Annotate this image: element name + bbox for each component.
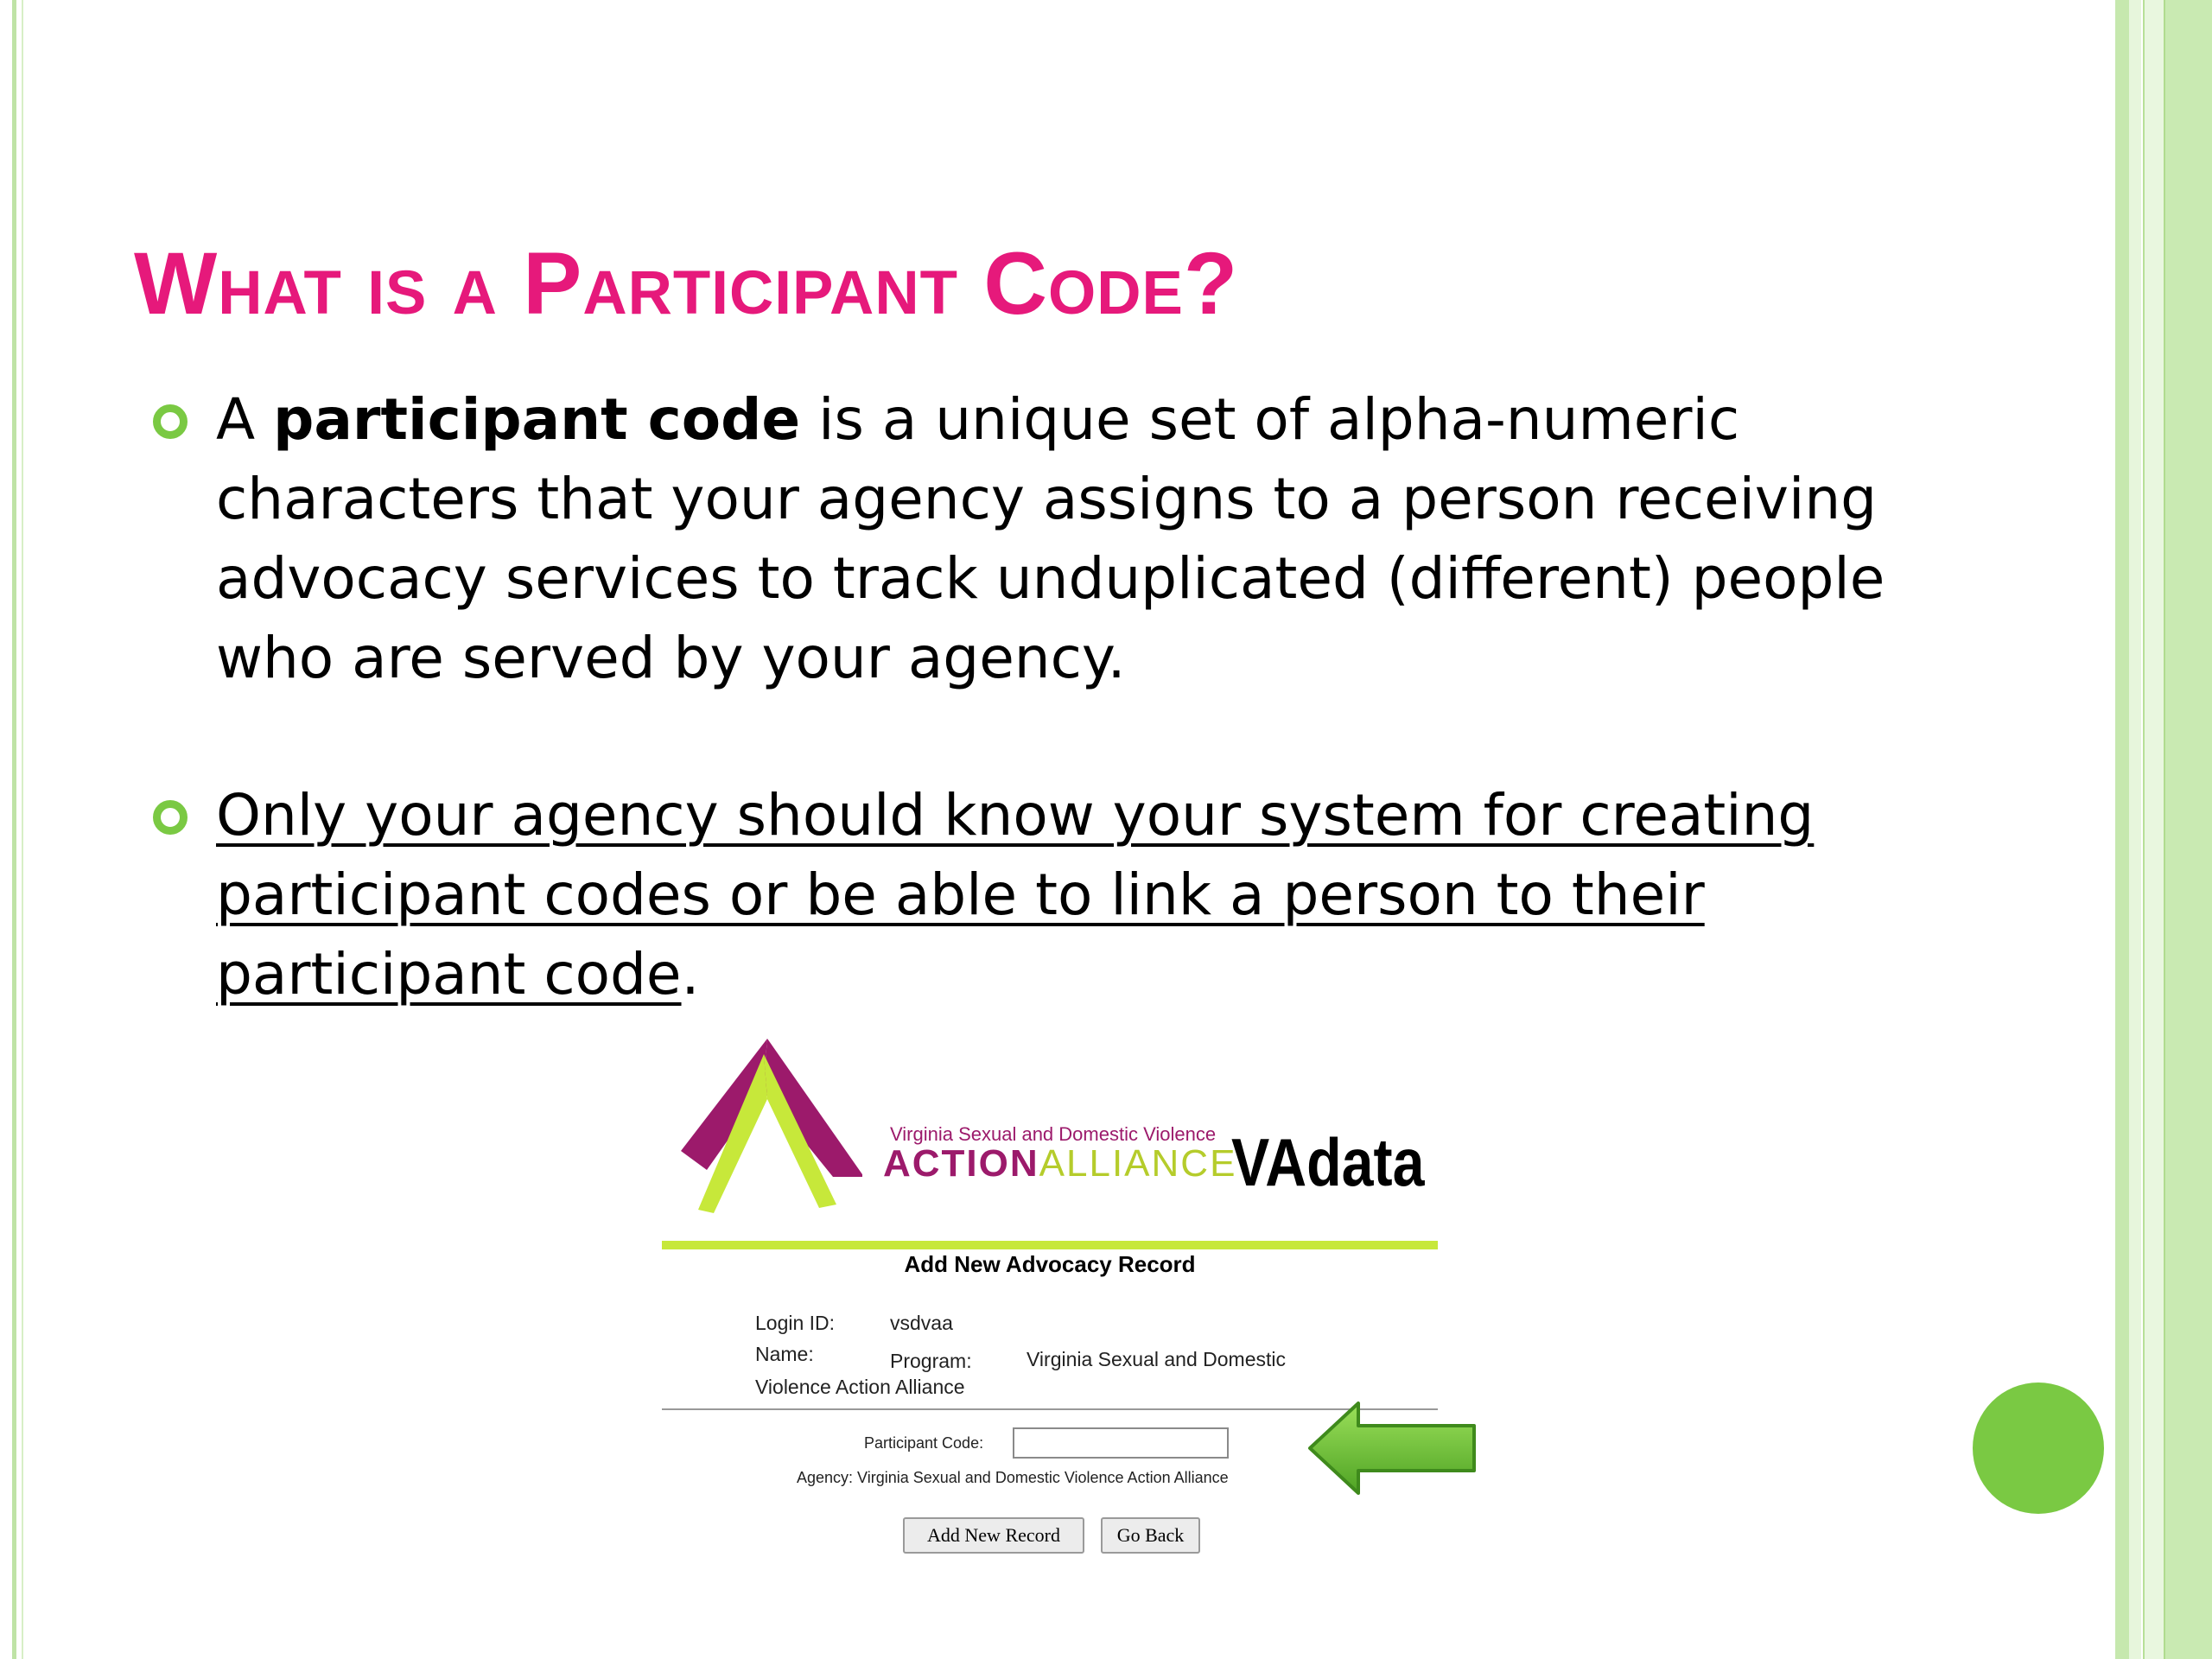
frame-line-right: [2145, 0, 2164, 1659]
vadata-screenshot: [657, 1037, 1486, 1573]
program-label: Program:: [890, 1350, 972, 1372]
program-value: Virginia Sexual and Domestic: [1027, 1348, 1287, 1370]
green-circle-decoration: [1973, 1382, 2104, 1514]
org-name-large: [883, 1142, 1236, 1185]
org-name-small: Virginia Sexual and Domestic Violence: [890, 1123, 1217, 1145]
participant-code-label: Participant Code:: [864, 1434, 984, 1452]
frame-line-right: [2165, 0, 2212, 1659]
go-back-button[interactable]: Go Back: [1101, 1517, 1200, 1554]
left-arrow-icon: [1306, 1398, 1479, 1498]
action-alliance-logo-icon: [681, 1037, 862, 1218]
bullet-privacy-period: .: [681, 941, 700, 1007]
product-name: VAdata: [1231, 1124, 1425, 1200]
ring-bullet-icon: [153, 800, 188, 835]
name-label: Name:: [755, 1343, 814, 1365]
bullet-definition-post: is a unique set of alpha-numeric characters that your agency assigns to a person receiving advocacy services to track unduplicated (different) people who are served by your agency.: [216, 386, 1885, 691]
ring-bullet-icon: [153, 404, 188, 439]
org-alliance-word: ALLIANCE: [1039, 1142, 1237, 1185]
form-title: Add New Advocacy Record: [904, 1251, 1196, 1277]
bullet-privacy: [216, 776, 1961, 1014]
participant-code-input[interactable]: [1013, 1427, 1229, 1459]
frame-line-right: [2115, 0, 2129, 1659]
bullet-definition-term: participant code: [273, 386, 801, 453]
login-label: Login ID:: [755, 1312, 836, 1334]
slide-title: What is a Participant Code?: [134, 234, 1239, 333]
add-new-record-button[interactable]: Add New Record: [903, 1517, 1084, 1554]
agency-text: Agency: Virginia Sexual and Domestic Violence Action Alliance: [797, 1469, 1229, 1486]
program-value-continued: Violence Action Alliance: [755, 1376, 965, 1398]
header-divider: [662, 1241, 1438, 1249]
frame-line-left: [12, 0, 16, 1659]
bullet-definition: [216, 380, 1961, 698]
frame-line-left-thin: [22, 0, 23, 1659]
bullet-definition-pre: A: [216, 386, 274, 453]
org-action-word: ACTION: [883, 1142, 1039, 1185]
frame-line-right: [2129, 0, 2141, 1659]
login-value: vsdvaa: [890, 1312, 953, 1334]
bullet-privacy-underlined: Only your agency should know your system for creating participant codes or be able to link a person to their participant code: [216, 782, 1815, 1007]
